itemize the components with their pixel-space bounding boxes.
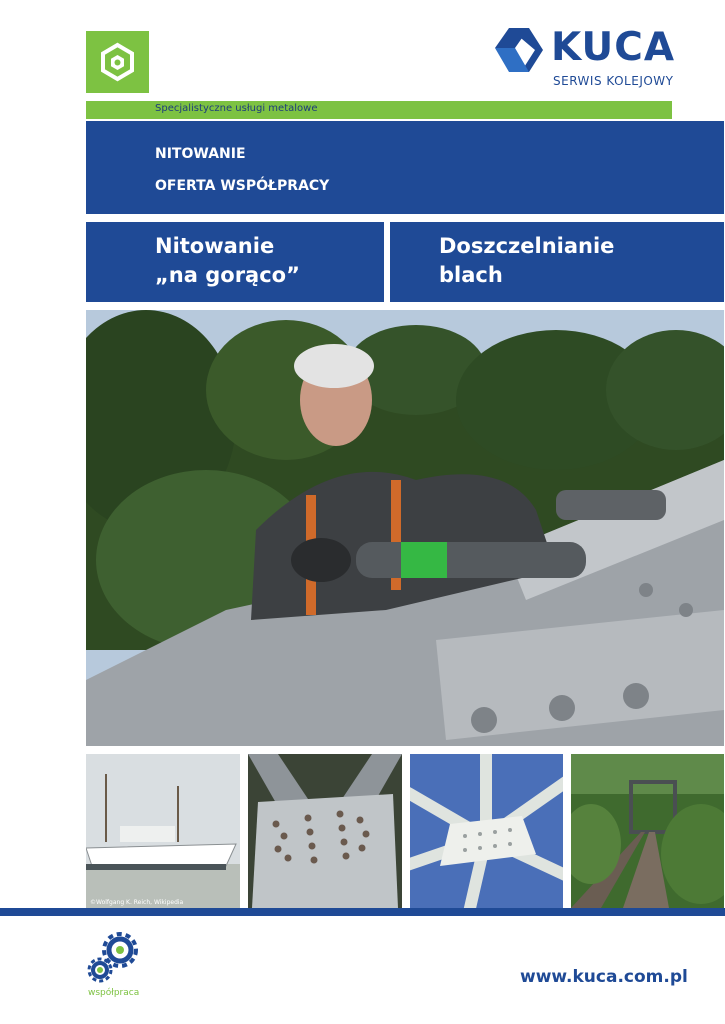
tagline-bar — [86, 101, 672, 119]
service-title-line: Doszczelnianie — [439, 234, 615, 258]
offer-subtitle: OFERTA WSPÓŁPRACY — [155, 178, 330, 194]
tagline-text: Specjalistyczne usługi metalowe — [155, 103, 318, 114]
service-title-line: Nitowanie — [155, 234, 275, 258]
photo-riveted-plate — [248, 754, 402, 908]
service-title-line: blach — [439, 263, 503, 287]
offer-title: NITOWANIE — [155, 146, 246, 162]
offer-box — [86, 121, 724, 214]
photo-railway-bridge — [571, 754, 724, 908]
service-title-sealing — [439, 232, 614, 290]
service-box-sealing — [390, 222, 724, 302]
photo-bridge-truss — [410, 754, 563, 908]
footer-bar — [0, 908, 725, 916]
service-title-line: „na gorąco” — [155, 263, 300, 287]
website-link[interactable]: www.kuca.com.pl — [520, 967, 688, 987]
gears-icon — [86, 930, 146, 986]
service-title-hot-riveting — [155, 232, 300, 290]
service-box-hot-riveting — [86, 222, 384, 302]
bolt-hex-icon — [86, 31, 149, 93]
kuca-logo — [495, 25, 685, 92]
photo-credit: ©Wolfgang K. Reich, Wikipedia — [90, 899, 184, 906]
photo-sailing-ship — [86, 754, 240, 908]
kuca-mark-icon — [495, 28, 547, 72]
brand-name: KUCA — [551, 25, 676, 70]
green-bolts-logo — [86, 31, 149, 93]
brand-subtitle: SERWIS KOLEJOWY — [553, 74, 674, 88]
cooperation-label: współpraca — [88, 988, 140, 998]
main-photo-worker-riveting — [86, 310, 724, 746]
